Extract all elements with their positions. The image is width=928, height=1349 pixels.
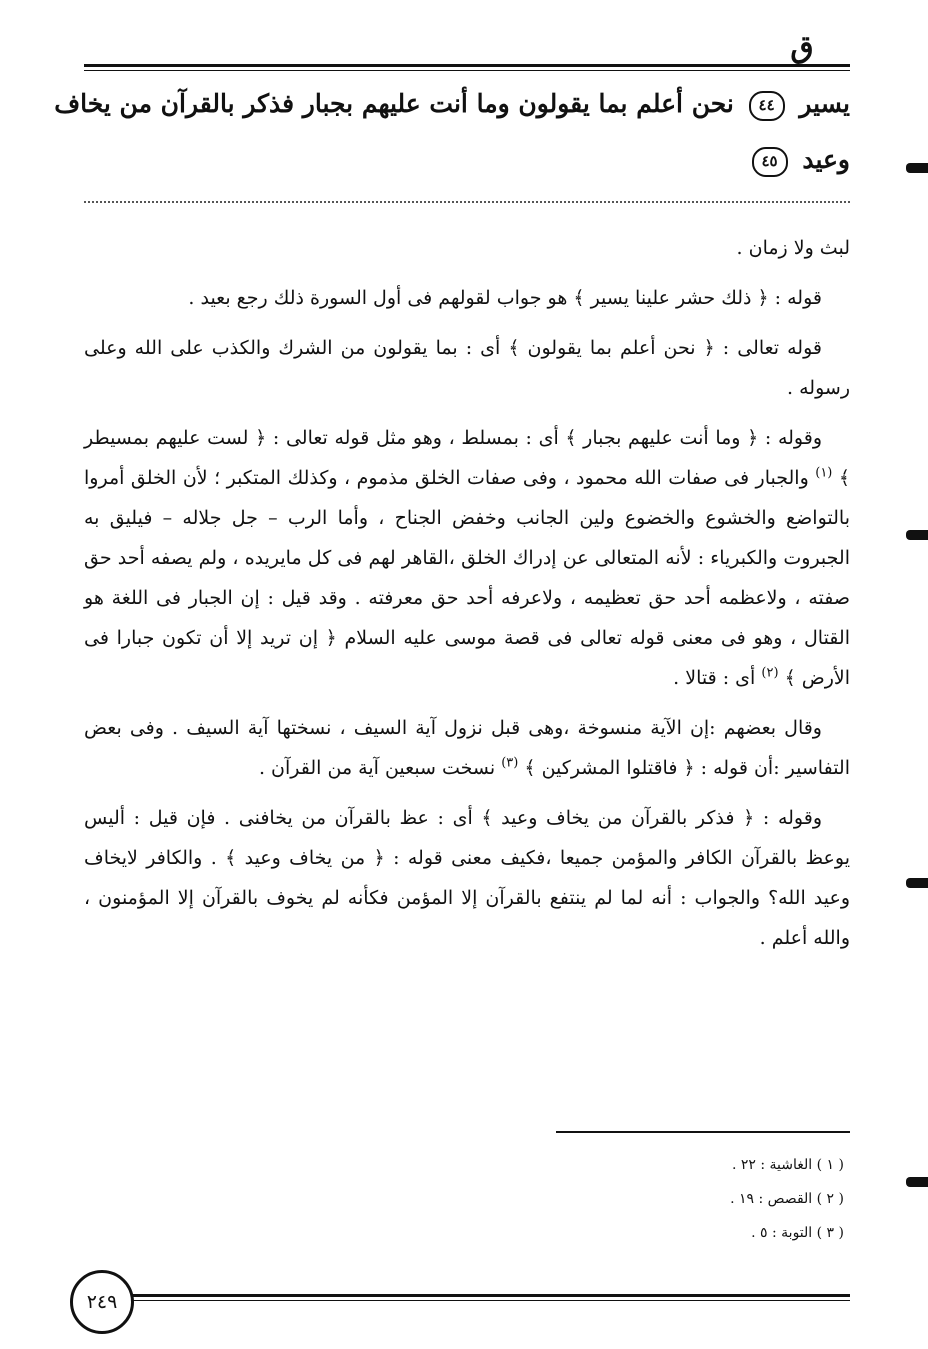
paragraph-text: وقال بعضهم :إن الآية منسوخة ،وهى قبل نزول آية السيف ، نسختها آية السيف . وفى بعض التفاسير :أن قوله : ﴿ فاقتلوا المشركين ﴾ (84, 717, 850, 779)
scan-edge-mark (906, 163, 928, 173)
scan-edge-mark (906, 878, 928, 888)
paragraph: قوله تعالى : ﴿ نحن أعلم بما يقولون ﴾ أى : بما يقولون من الشرك والكذب على الله وعلى رسوله . (84, 337, 850, 399)
footnote-reference: (٢) (761, 665, 779, 681)
paragraph: لبث ولا زمان . (736, 237, 850, 259)
header-rule (84, 64, 850, 71)
verse-text: نحن أعلم بما يقولون وما أنت عليهم بجبار فذكر بالقرآن من يخاف (54, 89, 734, 118)
page-number: ٢٤٩ (70, 1270, 134, 1334)
footnote-separator (556, 1131, 850, 1133)
verse-word: وعيد (802, 145, 850, 174)
paragraph: وقوله : ﴿ فذكر بالقرآن من يخاف وعيد ﴾ أى : عظ بالقرآن من يخافنى . فإن قيل : أليس يوعظ بالقرآن الكافر والمؤمن جميعا ،فكيف معنى قوله : ﴿ من يخاف وعيد ﴾ . والكافر لايخاف وعيد الله؟ والجواب : أنه لما لم ينتفع بالقرآن إلا المؤمن فكأنه لم يخوف بالقرآن إلا المؤمنون ، والله أعلم . (84, 807, 850, 949)
footer-rule (126, 1294, 850, 1301)
paragraph-text: أى : قتالا . (673, 667, 756, 689)
scan-edge-mark (906, 1177, 928, 1187)
commentary-body (84, 228, 850, 968)
paragraph: قوله : ﴿ ذلك حشر علينا يسير ﴾ هو جواب لقولهم فى أول السورة ذلك رجع بعيد . (188, 287, 822, 309)
verse-number-marker: ٤٤ (749, 91, 785, 121)
verse-line-1 (54, 84, 850, 124)
footnotes (560, 1148, 850, 1250)
verse-line-2 (84, 140, 850, 180)
footnote-reference: (١) (815, 465, 833, 481)
footnote-item: ( ١ ) الغاشية : ٢٢ . (731, 1157, 844, 1173)
footnote-reference: (٣) (501, 755, 519, 771)
footnote-item: ( ٣ ) التوبة : ٥ . (751, 1225, 844, 1241)
scan-edge-mark (906, 530, 928, 540)
footnote-item: ( ٢ ) القصص : ١٩ . (730, 1191, 844, 1207)
paragraph-text: وقوله : ﴿ وما أنت عليهم بجبار ﴾ أى : بمسلط ، وهو مثل قوله تعالى : ﴿ لست عليهم بمسيطر ﴾ (84, 427, 850, 489)
paragraph (84, 708, 850, 788)
paragraph (84, 418, 850, 698)
verse-word: يسير (799, 89, 850, 118)
surah-letter-header: ق (790, 30, 814, 65)
paragraph-text: نسخت سبعين آية من القرآن . (258, 757, 496, 779)
paragraph-text: والجبار فى صفات الله محمود ، وفى صفات الخلق مذموم ، وكذلك المتكبر ؛ لأن الخلق أمروا بالتواضع والخشوع والخضوع ولين الجانب وخفض الجناح ، وأما الرب – جل جلاله – فيليق به الجبروت والكبرياء : لأنه المتعالى عن إدراك الخلق ،القاهر لهم فى كل مايريده ، ولم يصفه أحد حق صفته ، ولاعظمه أحد حق تعظيمه ، ولاعرفه أحد حق معرفته . وقد قيل : إن الجبار فى اللغة هو القتال ، وهو فى معنى قوله تعالى فى قصة موسى عليه السلام ﴿ إن تريد إلا أن تكون جبارا فى الأرض ﴾ (84, 467, 850, 689)
verses-divider (84, 201, 850, 203)
page-footer (70, 1270, 850, 1320)
verse-number-marker: ٤٥ (752, 147, 788, 177)
